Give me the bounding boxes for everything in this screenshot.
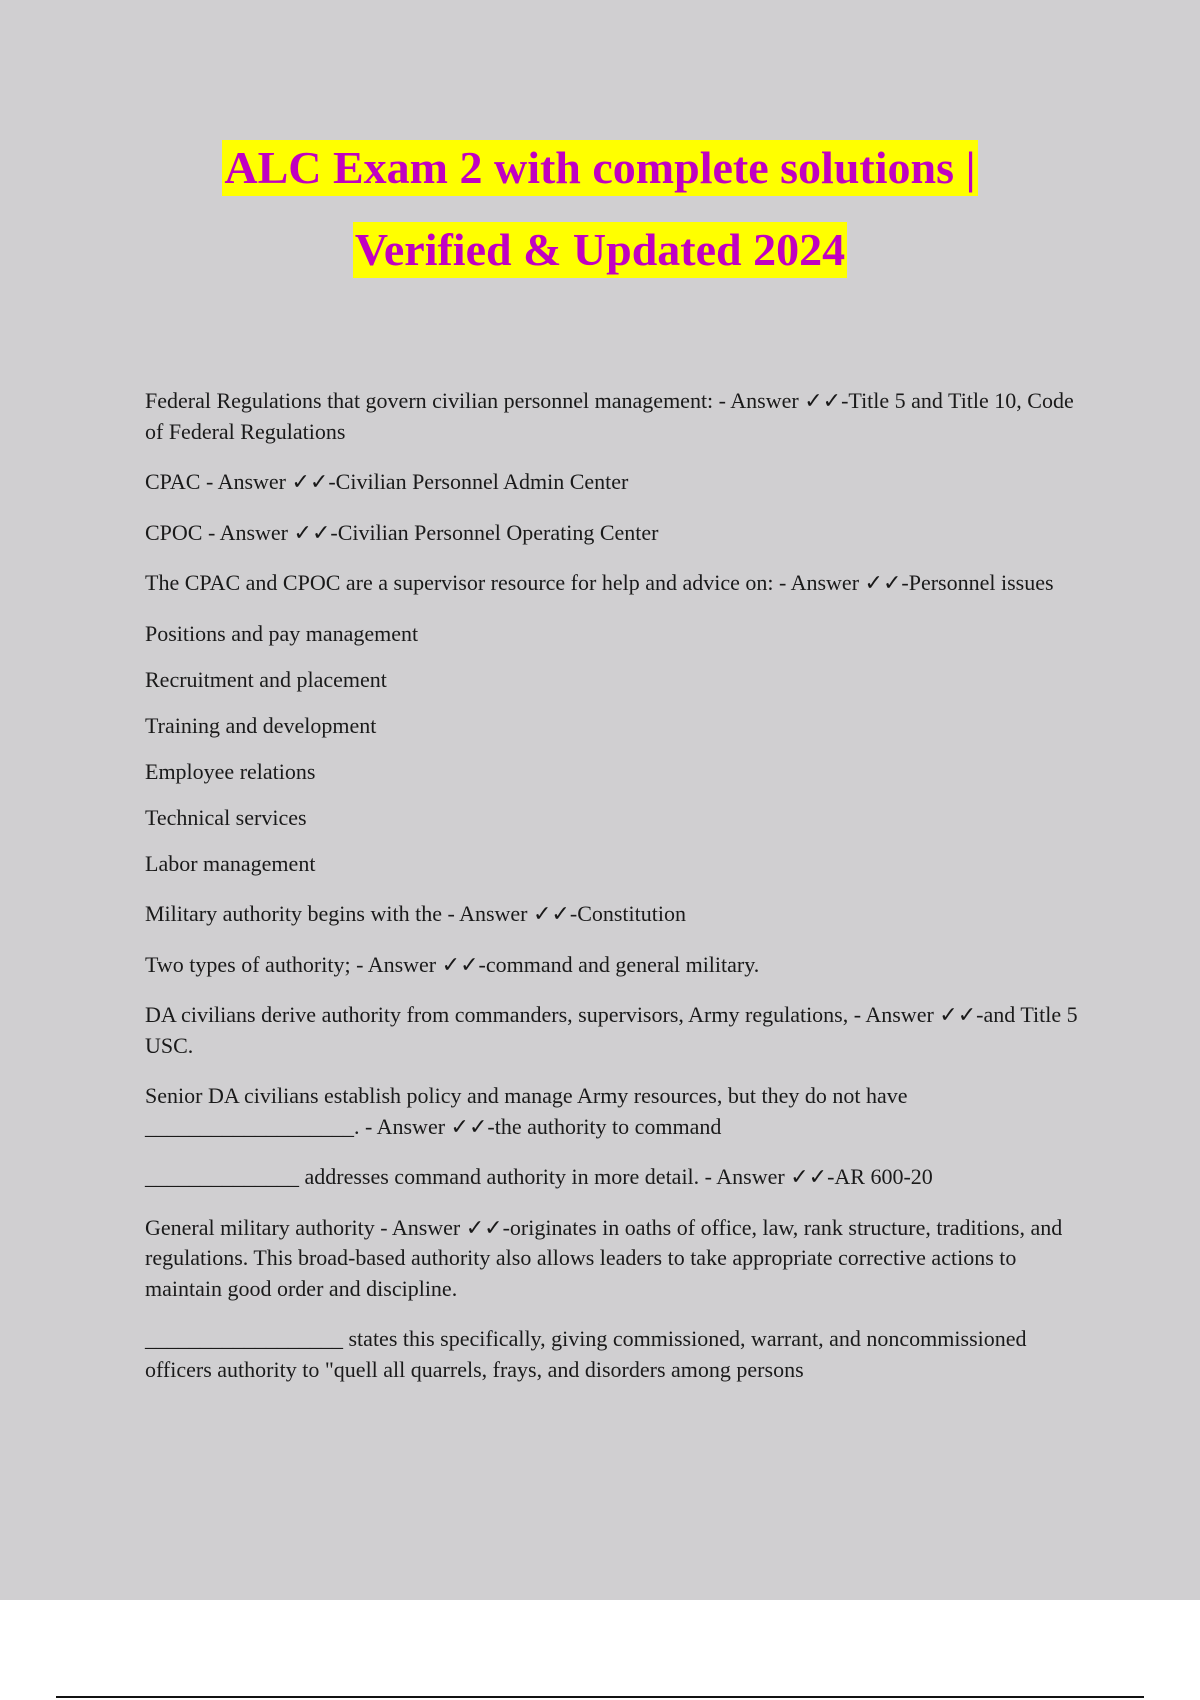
qa-entry: DA civilians derive authority from commanders, supervisors, Army regulations, - Answer ✓✓-and Title 5 USC. [145, 1002, 1078, 1058]
list-item: Employee relations [145, 758, 316, 784]
qa-entry: Federal Regulations that govern civilian personnel management: - Answer ✓✓-Title 5 and Title 10, Code of Federal Regulations [145, 388, 1074, 444]
qa-entry: Senior DA civilians establish policy and manage Army resources, but they do not have ___________________. - Answer ✓✓-the authority to command [145, 1083, 908, 1139]
list-item: Labor management [145, 850, 316, 876]
list-item: Training and development [145, 712, 377, 738]
title-line-2: Verified & Updated 2024 [353, 222, 847, 278]
qa-entry: General military authority - Answer ✓✓-originates in oaths of office, law, rank structure, traditions, and regulations. This broad-based authority also allows leaders to take appropriate corrective actions to maintain good order and discipline. [145, 1214, 1063, 1301]
qa-entry: __________________ states this specifically, giving commissioned, warrant, and noncommissioned officers authority to "quell all quarrels, frays, and disorders among persons [145, 1326, 1027, 1382]
qa-entry: CPAC - Answer ✓✓-Civilian Personnel Admin Center [145, 469, 629, 494]
list-item: Technical services [145, 804, 307, 830]
qa-entry: ______________ addresses command authority in more detail. - Answer ✓✓-AR 600-20 [145, 1164, 933, 1189]
qa-entry: CPOC - Answer ✓✓-Civilian Personnel Operating Center [145, 519, 659, 545]
document-title [0, 140, 1200, 304]
list-item: Positions and pay management [145, 620, 419, 646]
list-item: Recruitment and placement [145, 666, 387, 692]
qa-entry: Two types of authority; - Answer ✓✓-command and general military. [145, 951, 760, 977]
title-line-1: ALC Exam 2 with complete solutions | [222, 140, 977, 196]
qa-content [145, 386, 1085, 1405]
qa-entry: The CPAC and CPOC are a supervisor resource for help and advice on: - Answer ✓✓-Personnel issues [145, 570, 1054, 595]
qa-entry: Military authority begins with the - Answer ✓✓-Constitution [145, 901, 686, 926]
footer-divider [56, 1696, 1144, 1698]
